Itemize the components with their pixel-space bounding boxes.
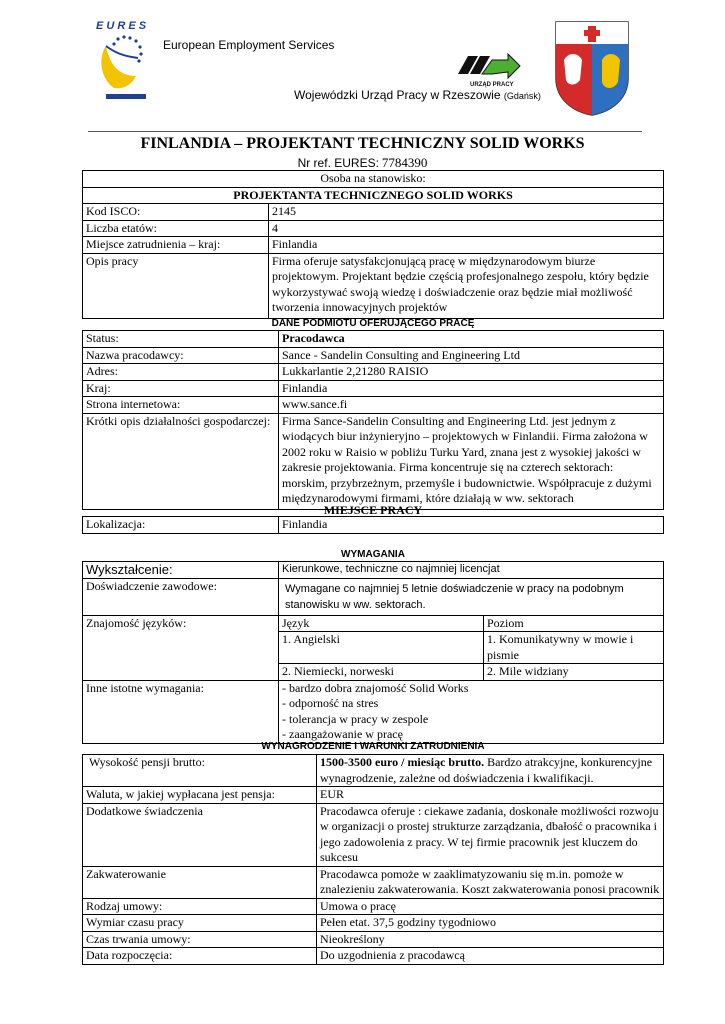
table-row: Zakwaterowanie Pracodawca pomoże w zaaklimatyzowaniu się m.in. pomoże w znalezieniu zakwaterowania. Koszt zakwaterowania ponosi pracownik — [83, 866, 664, 898]
svg-text:E U R E S: E U R E S — [96, 20, 147, 32]
table-row: Dodatkowe świadczenia Pracodawca oferuje : ciekawe zadania, doskonałe możliwości rozwoju w organizacji o prostej strukturze zarządzania, dbałość o pracownika i jego zadowolenia z pracy. W tej firmie pracownik jest kluczem do sukcesu — [83, 803, 664, 866]
table-row: Status: Pracodawca — [83, 331, 664, 348]
other-requirements-list — [279, 680, 664, 743]
employer-table — [82, 330, 664, 510]
workplace-section-title: MIEJSCE PRACY — [323, 503, 423, 517]
table-row: Waluta, w jakiej wypłacana jest pensja: EUR — [83, 787, 664, 804]
table-row: Strona internetowa: www.sance.fi — [83, 397, 664, 414]
table-row: Liczba etatów: 4 — [83, 220, 664, 237]
header-divider — [88, 131, 642, 132]
table-row: Miejsce zatrudnienia – kraj: Finlandia — [83, 237, 664, 254]
table-row: Wykształcenie: Kierunkowe, techniczne co najmniej licencjat — [83, 562, 664, 579]
page-title: FINLANDIA – PROJEKTANT TECHNICZNY SOLID WORKS — [140, 135, 585, 152]
table-row: Krótki opis działalności gospodarczej: Firma Sance-Sandelin Consulting and Engineering Ltd. jest jednym z wiodących biur inżynieryjno – projektowych w Finlandii. Firma założona w 2002 roku w Raisio w pobliżu Turku Yard, znana jest z wysokiej jakości w zakresie projektowania. Firma koncentruje się na czterech sektorach: morskim, przybrzeżnym, przemyśle i budownictwie. Współpracuje z dużymi międzynarodowymi firmami, które działają w ww. sektorach — [83, 413, 664, 509]
table-row: Kod ISCO: 2145 — [83, 204, 664, 221]
table-row: Nazwa pracodawcy: Sance - Sandelin Consulting and Engineering Ltd — [83, 347, 664, 364]
coat-of-arms-icon — [554, 20, 630, 116]
table-row: Wymiar czasu pracy Pełen etat. 37,5 godziny tygodniowo — [83, 915, 664, 932]
position-label: Osoba na stanowisko: — [83, 171, 664, 188]
eures-ref: Nr ref. EURES: 7784390 — [297, 155, 428, 170]
list-item: - odporność na stres — [282, 696, 379, 710]
wup-logo — [456, 52, 522, 92]
requirements-section-title: WYMAGANIA — [341, 549, 405, 560]
position-table — [82, 170, 664, 319]
salary-table — [82, 754, 664, 965]
table-row: Wysokość pensji brutto: 1500-3500 euro / miesiąc brutto. Bardzo atrakcyjne, konkurencyjne wynagrodzenie, zależne od doświadczenia i kwalifikacji. — [83, 755, 664, 787]
table-row: 2. Niemiecki, norweski 2. Mile widziany — [83, 664, 664, 681]
office-name: Wojewódzki Urząd Pracy w Rzeszowie (Gdańsk) — [294, 88, 541, 102]
org-name: European Employment Services — [163, 38, 335, 52]
table-row: Znajomość języków: Język Poziom — [83, 615, 664, 632]
table-row: Rodzaj umowy: Umowa o pracę — [83, 898, 664, 915]
employer-section-title: DANE PODMIOTU OFERUJĄCEGO PRACĘ — [271, 318, 475, 329]
position-name: PROJEKTANTA TECHNICZNEGO SOLID WORKS — [83, 187, 664, 204]
table-row: 1. Angielski 1. Komunikatywny w mowie i pismie — [83, 632, 664, 664]
table-row: Opis pracy Firma oferuje satysfakcjonującą pracę w międzynarodowym biurze projektowym. Projektant będzie częścią profesjonalnego zespołu, który będzie wykorzystywać swoją wiedzę i doświadczenie oraz będzie miał możliwość tworzenia innowacyjnych projektów — [83, 253, 664, 318]
list-item: - zaangażowanie w pracę — [282, 727, 403, 741]
requirements-table — [82, 561, 664, 744]
list-item: - bardzo dobra znajomość Solid Works — [282, 680, 469, 695]
svg-text:URZĄD PRACY: URZĄD PRACY — [470, 82, 514, 88]
table-row: Adres: Lukkarlantie 2,21280 RAISIO — [83, 364, 664, 381]
table-row: Inne istotne wymagania: - bardzo dobra znajomość Solid Works - odporność na stres - tolerancja w pracy w zespole - zaangażowanie w pracę — [83, 680, 664, 743]
table-row: Czas trwania umowy: Nieokreślony — [83, 931, 664, 948]
list-item: - tolerancja w pracy w zespole — [282, 711, 429, 726]
table-row: Doświadczenie zawodowe: Wymagane co najmniej 5 letnie doświadczenie w pracy na podobnym stanowisku w ww. sektorach. — [83, 578, 664, 615]
salary-section-title: WYNAGRODZENIE I WARUNKI ZATRUDNIENIA — [261, 741, 485, 752]
table-row: Kraj: Finlandia — [83, 380, 664, 397]
workplace-table — [82, 516, 664, 534]
table-row: Data rozpoczęcia: Do uzgodnienia z pracodawcą — [83, 948, 664, 965]
table-row: Lokalizacja: Finlandia — [83, 517, 664, 534]
eures-logo — [92, 18, 154, 110]
